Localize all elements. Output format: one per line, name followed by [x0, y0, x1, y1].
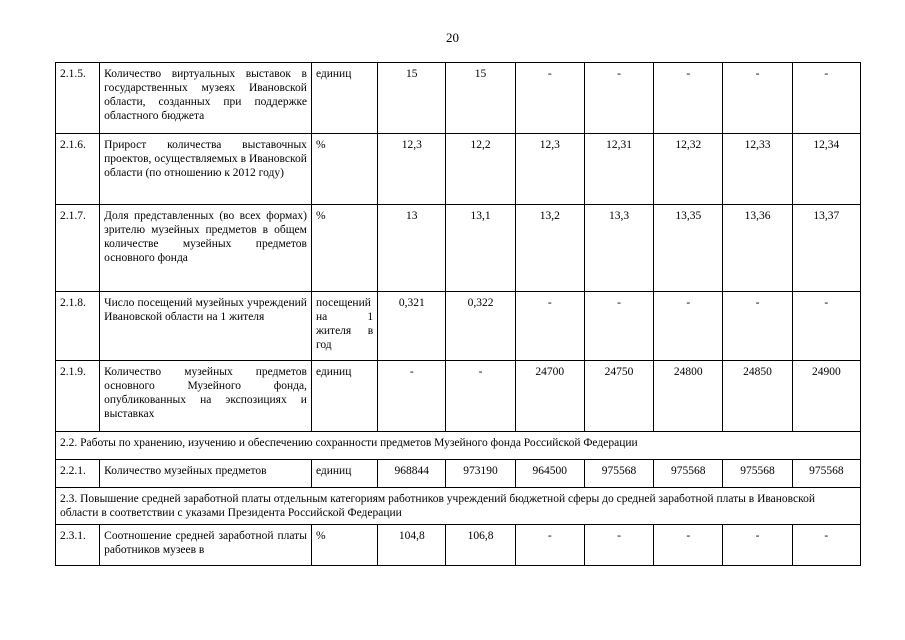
value-cell: 13,35 — [654, 205, 723, 292]
value-cell: 12,34 — [792, 134, 860, 205]
value-cell: 15 — [446, 63, 515, 134]
section-row — [56, 488, 861, 525]
value-cell: 13,36 — [723, 205, 792, 292]
value-cell: 106,8 — [446, 525, 515, 566]
value-cell: 13 — [378, 205, 446, 292]
value-cell: - — [723, 63, 792, 134]
value-cell: - — [378, 361, 446, 432]
row-number: 2.1.8. — [56, 292, 100, 361]
value-cell: - — [584, 63, 653, 134]
value-cell: 975568 — [654, 460, 723, 488]
row-number: 2.1.5. — [56, 63, 100, 134]
section-heading: 2.2. Работы по хранению, изучению и обеспечению сохранности предметов Музейного фонда Российской Федерации — [56, 432, 861, 460]
indicator-name: Соотношение средней заработной платы работников музеев в — [100, 525, 312, 566]
value-cell: - — [792, 525, 860, 566]
value-cell: 975568 — [792, 460, 860, 488]
row-number: 2.1.9. — [56, 361, 100, 432]
value-cell: - — [515, 292, 584, 361]
value-cell: 24800 — [654, 361, 723, 432]
value-cell: 12,32 — [654, 134, 723, 205]
value-cell: 973190 — [446, 460, 515, 488]
value-cell: - — [723, 292, 792, 361]
table-row — [56, 63, 861, 134]
value-cell: 0,322 — [446, 292, 515, 361]
indicators-table — [55, 62, 861, 566]
value-cell: 12,31 — [584, 134, 653, 205]
table-row — [56, 292, 861, 361]
indicator-name: Число посещений музейных учреждений Ивановской области на 1 жителя — [100, 292, 312, 361]
page-number: 20 — [446, 30, 459, 45]
section-heading: 2.3. Повышение средней заработной платы отдельным категориям работников учреждений бюджетной сферы до средней заработной платы в Ивановской области в соответствии с указами Президента Российской Федерации — [56, 488, 861, 525]
value-cell: 0,321 — [378, 292, 446, 361]
value-cell: - — [584, 525, 653, 566]
unit-cell: единиц — [311, 63, 377, 134]
table-row — [56, 460, 861, 488]
value-cell: 12,3 — [515, 134, 584, 205]
table-row — [56, 205, 861, 292]
value-cell: - — [446, 361, 515, 432]
value-cell: 12,3 — [378, 134, 446, 205]
value-cell: - — [584, 292, 653, 361]
unit-cell: единиц — [311, 460, 377, 488]
row-number: 2.3.1. — [56, 525, 100, 566]
value-cell: - — [515, 525, 584, 566]
indicator-name: Прирост количества выставочных проектов, осуществляемых в Ивановской области (по отношению к 2012 году) — [100, 134, 312, 205]
value-cell: 975568 — [584, 460, 653, 488]
indicator-name: Количество виртуальных выставок в государственных музеях Ивановской области, созданных при поддержке областного бюджета — [100, 63, 312, 134]
value-cell: 968844 — [378, 460, 446, 488]
unit-cell: % — [311, 205, 377, 292]
value-cell: 13,1 — [446, 205, 515, 292]
value-cell: 12,33 — [723, 134, 792, 205]
value-cell: 24850 — [723, 361, 792, 432]
value-cell: 15 — [378, 63, 446, 134]
table-row — [56, 361, 861, 432]
value-cell: 13,37 — [792, 205, 860, 292]
value-cell: 964500 — [515, 460, 584, 488]
value-cell: 13,3 — [584, 205, 653, 292]
value-cell: - — [654, 525, 723, 566]
value-cell: 104,8 — [378, 525, 446, 566]
table-row — [56, 525, 861, 566]
unit-cell: единиц — [311, 361, 377, 432]
value-cell: 13,2 — [515, 205, 584, 292]
value-cell: - — [792, 292, 860, 361]
indicator-name: Количество музейных предметов основного Музейного фонда, опубликованных на экспозициях и выставках — [100, 361, 312, 432]
row-number: 2.1.6. — [56, 134, 100, 205]
value-cell: - — [654, 63, 723, 134]
value-cell: 24700 — [515, 361, 584, 432]
value-cell: 975568 — [723, 460, 792, 488]
value-cell: - — [792, 63, 860, 134]
value-cell: 24750 — [584, 361, 653, 432]
value-cell: - — [723, 525, 792, 566]
value-cell: - — [515, 63, 584, 134]
unit-cell: % — [311, 134, 377, 205]
table-row — [56, 134, 861, 205]
row-number: 2.2.1. — [56, 460, 100, 488]
row-number: 2.1.7. — [56, 205, 100, 292]
section-row — [56, 432, 861, 460]
value-cell: - — [654, 292, 723, 361]
unit-cell: посещений на 1 жителя в год — [311, 292, 377, 361]
value-cell: 24900 — [792, 361, 860, 432]
indicator-name: Количество музейных предметов — [100, 460, 312, 488]
indicator-name: Доля представленных (во всех формах) зрителю музейных предметов в общем количестве музейных предметов основного фонда — [100, 205, 312, 292]
unit-cell: % — [311, 525, 377, 566]
value-cell: 12,2 — [446, 134, 515, 205]
